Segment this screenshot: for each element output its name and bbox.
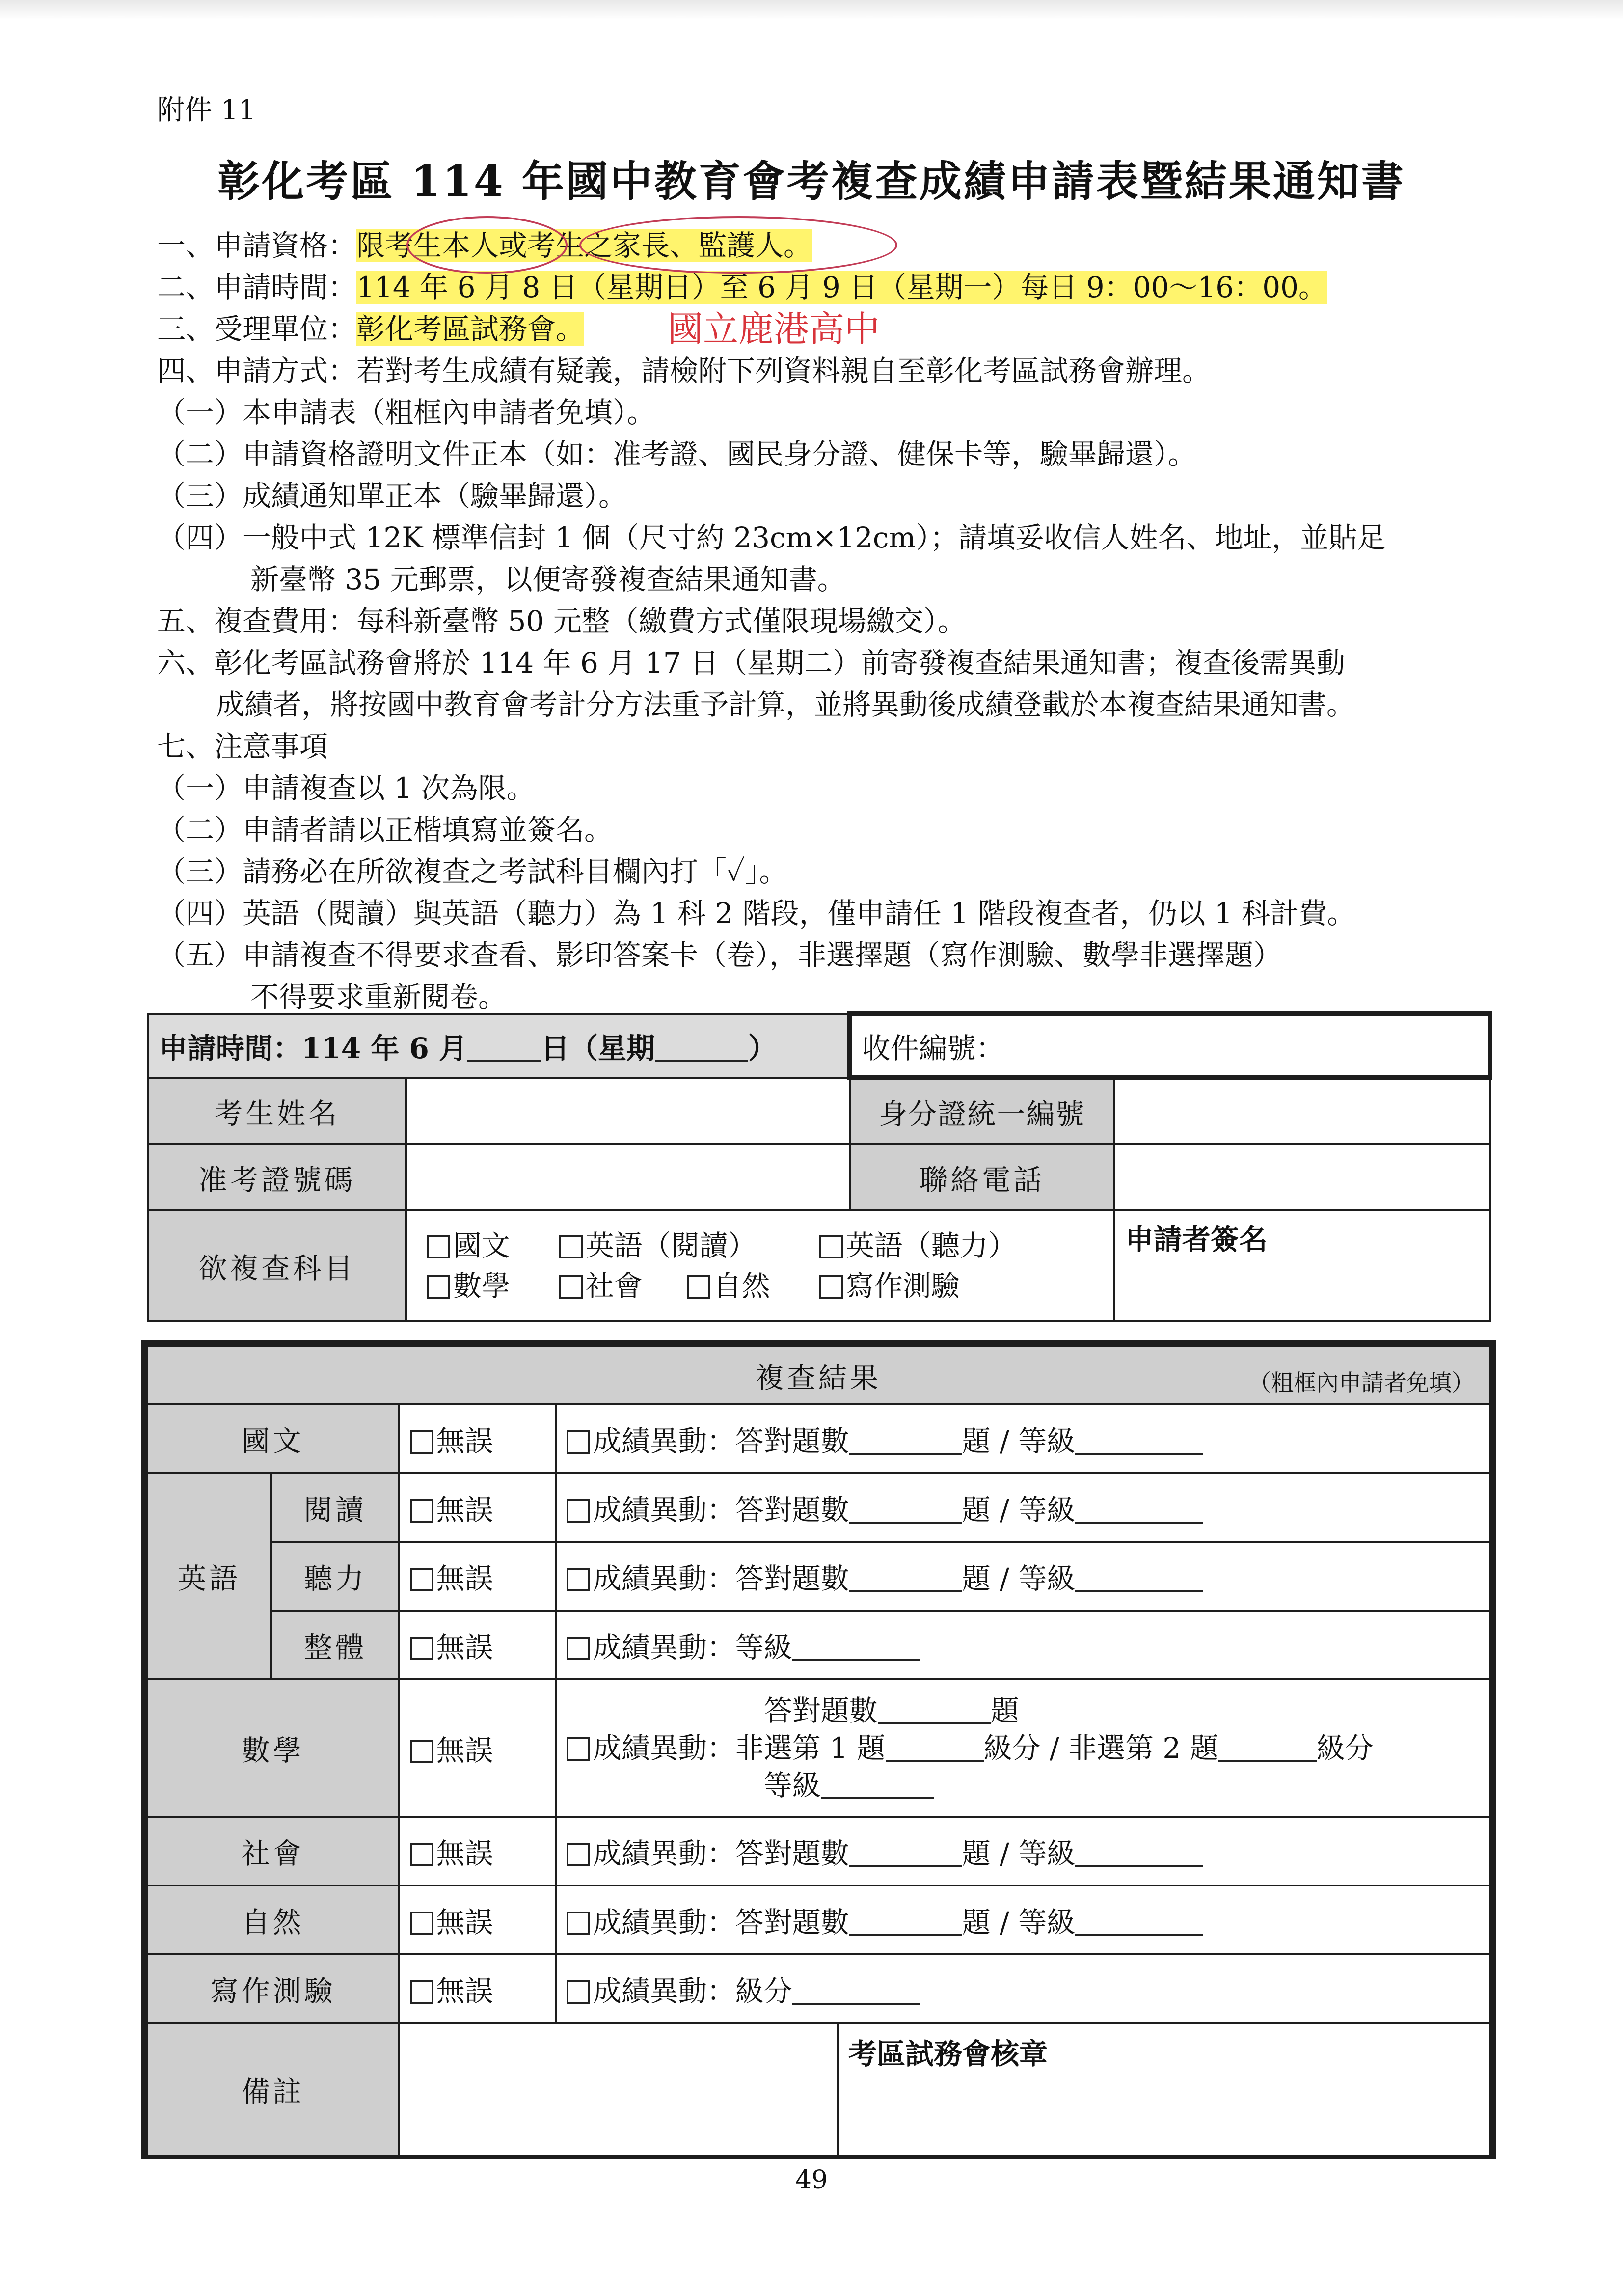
checkbox[interactable] [410,1568,433,1591]
no-error-cell: 無誤 [399,1954,556,2023]
attachment-label: 附件 11 [157,94,256,126]
count-blank[interactable] [849,1840,962,1867]
instruction-line: 七、注意事項 [157,730,328,763]
instruction-line: （三）成績通知單正本（驗畢歸還）。 [157,479,627,513]
instruction-line: 三、受理單位：彰化考區試務會。 [157,312,585,346]
checkbox[interactable] [410,1740,433,1763]
change-cell: 成績異動：答對題數 題 / 等級 [556,1473,1490,1542]
count-blank[interactable] [878,1697,991,1724]
checkbox[interactable] [410,1499,433,1523]
phone-label: 聯絡電話 [850,1144,1114,1210]
grade-blank[interactable] [1075,1909,1203,1936]
checkbox[interactable] [410,1430,433,1454]
checkbox[interactable] [567,1499,590,1523]
checkbox[interactable] [559,1275,583,1299]
checkbox[interactable] [410,1980,433,2004]
checkbox[interactable] [567,1737,590,1761]
signature-cell[interactable]: 申請者簽名 [1114,1210,1490,1321]
checkbox[interactable] [427,1275,450,1299]
no-error-cell: 無誤 [399,1817,556,1886]
checkbox[interactable] [410,1637,433,1660]
document-title: 彰化考區 114 年國中教育會考複查成績申請表暨結果通知書 [217,157,1406,206]
row-writing-label: 寫作測驗 [147,1954,399,2023]
instruction-line: 新臺幣 35 元郵票，以便寄發複查結果通知書。 [250,563,846,596]
q2-blank[interactable] [1218,1734,1317,1762]
instruction-line: （四）一般中式 12K 標準信封 1 個（尺寸約 23cm×12cm）；請填妥收信人姓名、地址，並貼足 [157,521,1386,554]
admit-field[interactable] [406,1144,850,1210]
checkbox[interactable] [567,1568,590,1591]
name-field[interactable] [406,1078,850,1144]
checkbox[interactable] [410,1912,433,1935]
scan-shadow [0,0,1623,20]
no-error-cell: 無誤 [399,1611,556,1679]
change-cell: 成績異動：答對題數 題 / 等級 [556,1404,1490,1473]
count-blank[interactable] [849,1909,962,1936]
weekday-blank[interactable] [655,1035,748,1062]
checkbox[interactable] [559,1235,583,1258]
no-error-cell: 無誤 [399,1473,556,1542]
remarks-field[interactable] [399,2023,838,2156]
row-english-label: 英語 [147,1473,271,1679]
checkbox[interactable] [410,1843,433,1866]
instruction-line: 四、申請方式：若對考生成績有疑義，請檢附下列資料親自至彰化考區試務會辦理。 [157,354,1211,387]
subjects-checkboxes: 國文 英語（閱讀） 英語（聽力） 數學 社會 自然 寫作測驗 [406,1210,1114,1321]
month-day-blank[interactable] [467,1035,541,1062]
math-change-cell: 答對題數 題 成績異動：非選第 1 題 級分 / 非選第 2 題 級分 等級 [556,1679,1490,1817]
page-number: 49 [795,2165,828,2195]
no-error-cell: 無誤 [399,1542,556,1611]
count-blank[interactable] [849,1565,962,1592]
instruction-line: 不得要求重新閱卷。 [250,980,507,1013]
checkbox[interactable] [567,1912,590,1935]
no-error-cell: 無誤 [399,1679,556,1817]
receipt-number-cell[interactable]: 收件編號： [850,1014,1490,1078]
score-blank[interactable] [792,1977,920,2005]
change-cell: 成績異動：答對題數 題 / 等級 [556,1886,1490,1954]
instruction-line: （二）申請者請以正楷填寫並簽名。 [157,813,613,847]
instruction-line: （四）英語（閱讀）與英語（聽力）為 1 科 2 階段，僅申請任 1 階段複查者，仍以 1 科計費。 [157,897,1356,930]
count-blank[interactable] [849,1427,962,1455]
id-label: 身分證統一編號 [850,1078,1114,1144]
change-cell: 成績異動：級分 [556,1954,1490,2023]
row-reading-label: 閱讀 [271,1473,399,1542]
change-cell: 成績異動：等級 [556,1611,1490,1679]
checkbox[interactable] [567,1843,590,1866]
row-science-label: 自然 [147,1886,399,1954]
application-date-cell: 申請時間：114 年 6 月 日（星期 ） [148,1014,850,1078]
grade-blank[interactable] [1075,1840,1203,1867]
row-math-label: 數學 [147,1679,399,1817]
instruction-line: （五）申請複查不得要求查看、影印答案卡（卷），非選擇題（寫作測驗、數學非選擇題） [157,938,1282,972]
checkbox[interactable] [819,1235,843,1258]
results-header: 複查結果 （粗框內申請者免填） [147,1346,1490,1404]
results-table [146,1345,1491,2157]
instruction-line: 成績者，將按國中教育會考計分方法重予計算，並將異動後成績登載於本複查結果通知書。 [216,688,1355,721]
change-cell: 成績異動：答對題數 題 / 等級 [556,1542,1490,1611]
instruction-line: 二、申請時間：114 年 6 月 8 日（星期日）至 6 月 9 日（星期一）每日 9：00～16：00。 [157,271,1327,304]
row-chinese-label: 國文 [147,1404,399,1473]
checkbox[interactable] [567,1637,590,1660]
checkbox[interactable] [567,1980,590,2004]
instruction-line: 五、複查費用：每科新臺幣 50 元整（繳費方式僅限現場繳交）。 [157,604,966,638]
pen-circle-annotation [579,216,897,274]
grade-blank[interactable] [1075,1565,1203,1592]
admit-label: 准考證號碼 [148,1144,406,1210]
name-label: 考生姓名 [148,1078,406,1144]
no-error-cell: 無誤 [399,1886,556,1954]
pen-circle-annotation [406,216,568,274]
row-social-label: 社會 [147,1817,399,1886]
checkbox[interactable] [427,1235,450,1258]
grade-blank[interactable] [1075,1496,1203,1524]
instruction-line: （三）請務必在所欲複查之考試科目欄內打「✓」。 [157,855,788,888]
phone-field[interactable] [1114,1144,1490,1210]
seal-cell: 考區試務會核章 [838,2023,1490,2156]
handwritten-school-note: 國立鹿港高中 [668,308,880,350]
change-cell: 成績異動：答對題數 題 / 等級 [556,1817,1490,1886]
application-form [147,1011,1492,1322]
instruction-line: 一、申請資格：限考生本人或考生之家長、監護人。 [157,229,812,262]
instruction-line: （二）申請資格證明文件正本（如：准考證、國民身分證、健保卡等，驗畢歸還）。 [157,437,1197,471]
instruction-line: （一）本申請表（粗框內申請者免填）。 [157,396,656,429]
count-blank[interactable] [849,1496,962,1524]
row-overall-label: 整體 [271,1611,399,1679]
row-listening-label: 聽力 [271,1542,399,1611]
no-error-cell: 無誤 [399,1404,556,1473]
subjects-label: 欲複查科目 [148,1210,406,1321]
checkbox[interactable] [819,1275,843,1299]
checkbox[interactable] [567,1430,590,1454]
grade-blank[interactable] [1075,1427,1203,1455]
grade-blank[interactable] [792,1634,920,1661]
remarks-label: 備註 [147,2023,399,2156]
q1-blank[interactable] [886,1734,984,1762]
grade-blank[interactable] [821,1772,934,1799]
instruction-line: 六、彰化考區試務會將於 114 年 6 月 17 日（星期二）前寄發複查結果通知書；複查後需異動 [157,646,1346,680]
instruction-line: （一）申請複查以 1 次為限。 [157,771,535,805]
id-field[interactable] [1114,1078,1490,1144]
checkbox[interactable] [687,1275,710,1299]
